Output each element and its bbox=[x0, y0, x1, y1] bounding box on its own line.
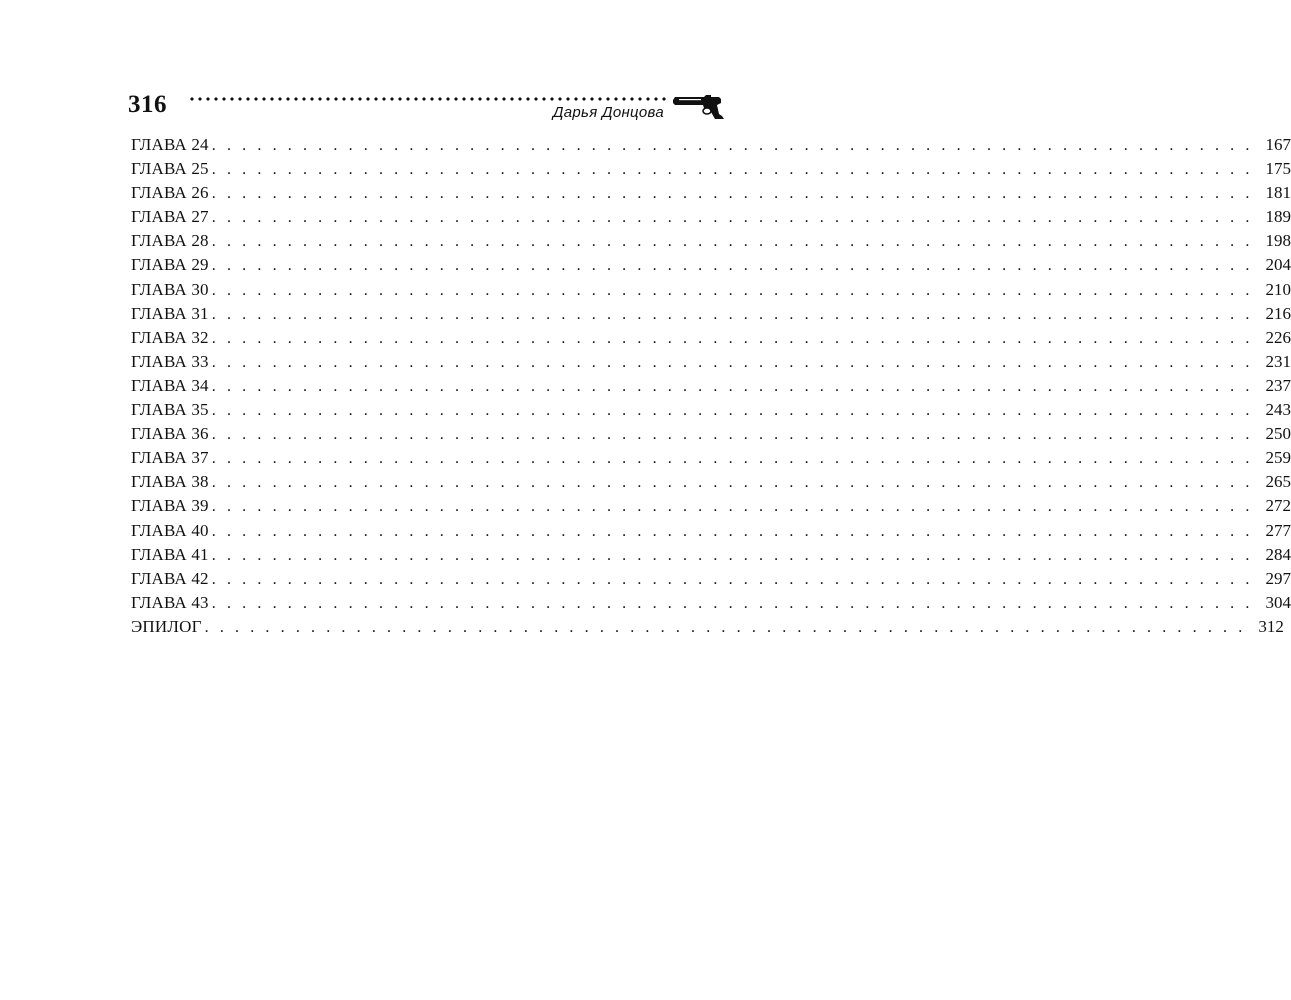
toc-dot-leader: . . . . . . . . . . . . . . . . . . . . . . . . . . . . . . . . . . . . . . . . . . . . . . . . . . . . . . . . . . . . . . . . . . . . . bbox=[211, 209, 1253, 227]
toc-entry-page-number: 304 bbox=[1265, 592, 1291, 612]
toc-entry bbox=[131, 615, 1284, 639]
toc-entry-title: ГЛАВА 29 bbox=[131, 255, 209, 275]
toc-entry bbox=[131, 374, 1291, 398]
toc-entry-title: ГЛАВА 30 bbox=[131, 279, 209, 299]
toc-entry bbox=[131, 302, 1291, 326]
toc-entry-page-number: 265 bbox=[1265, 472, 1291, 492]
toc-dot-leader: . . . . . . . . . . . . . . . . . . . . . . . . . . . . . . . . . . . . . . . . . . . . . . . . . . . . . . . . . . . . . . . . . . . . . bbox=[211, 161, 1253, 179]
toc-entry-page-number: 284 bbox=[1265, 544, 1291, 564]
toc-dot-leader: . . . . . . . . . . . . . . . . . . . . . . . . . . . . . . . . . . . . . . . . . . . . . . . . . . . . . . . . . . . . . . . . . . . . . bbox=[211, 474, 1253, 492]
toc-entry-title: ГЛАВА 41 bbox=[131, 544, 209, 564]
toc-dot-leader: . . . . . . . . . . . . . . . . . . . . . . . . . . . . . . . . . . . . . . . . . . . . . . . . . . . . . . . . . . . . . . . . . . . . . bbox=[211, 594, 1253, 612]
toc-entry bbox=[131, 229, 1291, 253]
toc-entry-page-number: 231 bbox=[1265, 351, 1291, 371]
toc-entry bbox=[131, 133, 1291, 157]
toc-entry bbox=[131, 157, 1291, 181]
running-header bbox=[128, 88, 724, 128]
toc-entry-title: ГЛАВА 38 bbox=[131, 472, 209, 492]
toc-entry-page-number: 312 bbox=[1258, 616, 1284, 636]
toc-dot-leader: . . . . . . . . . . . . . . . . . . . . . . . . . . . . . . . . . . . . . . . . . . . . . . . . . . . . . . . . . . . . . . . . . . . . . bbox=[211, 377, 1253, 395]
toc-entry-title: ГЛАВА 35 bbox=[131, 400, 209, 420]
toc-entry-page-number: 189 bbox=[1265, 207, 1291, 227]
toc-entry bbox=[131, 519, 1291, 543]
toc-entry-title: ГЛАВА 33 bbox=[131, 351, 209, 371]
toc-entry bbox=[131, 326, 1291, 350]
toc-entry-title: ГЛАВА 32 bbox=[131, 327, 209, 347]
toc-entry-page-number: 198 bbox=[1265, 231, 1291, 251]
toc-entry-page-number: 237 bbox=[1265, 375, 1291, 395]
toc-entry-title: ГЛАВА 42 bbox=[131, 568, 209, 588]
toc-entry-title: ГЛАВА 39 bbox=[131, 496, 209, 516]
toc-entry-page-number: 297 bbox=[1265, 568, 1291, 588]
toc-entry-page-number: 259 bbox=[1265, 448, 1291, 468]
toc-entry bbox=[131, 422, 1291, 446]
toc-entry-title: ГЛАВА 27 bbox=[131, 207, 209, 227]
toc-entry-title: ГЛАВА 36 bbox=[131, 424, 209, 444]
toc-dot-leader: . . . . . . . . . . . . . . . . . . . . . . . . . . . . . . . . . . . . . . . . . . . . . . . . . . . . . . . . . . . . . . . . . . . . . bbox=[211, 185, 1253, 203]
toc-entry-title: ЭПИЛОГ bbox=[131, 616, 202, 636]
toc-entry bbox=[131, 543, 1291, 567]
toc-dot-leader: . . . . . . . . . . . . . . . . . . . . . . . . . . . . . . . . . . . . . . . . . . . . . . . . . . . . . . . . . . . . . . . . . . . . . bbox=[211, 329, 1253, 347]
revolver-icon bbox=[673, 94, 725, 120]
toc-entry bbox=[131, 181, 1291, 205]
toc-entry-page-number: 210 bbox=[1265, 279, 1291, 299]
toc-entry-title: ГЛАВА 25 bbox=[131, 159, 209, 179]
toc-entry-page-number: 272 bbox=[1265, 496, 1291, 516]
toc-entry bbox=[131, 253, 1291, 277]
toc-dot-leader: . . . . . . . . . . . . . . . . . . . . . . . . . . . . . . . . . . . . . . . . . . . . . . . . . . . . . . . . . . . . . . . . . . . . . bbox=[204, 618, 1246, 636]
toc-dot-leader: . . . . . . . . . . . . . . . . . . . . . . . . . . . . . . . . . . . . . . . . . . . . . . . . . . . . . . . . . . . . . . . . . . . . . bbox=[211, 498, 1253, 516]
author-name: Дарья Донцова bbox=[552, 104, 664, 121]
toc-dot-leader: . . . . . . . . . . . . . . . . . . . . . . . . . . . . . . . . . . . . . . . . . . . . . . . . . . . . . . . . . . . . . . . . . . . . . bbox=[211, 426, 1253, 444]
toc-entry bbox=[131, 446, 1291, 470]
toc-entry-title: ГЛАВА 37 bbox=[131, 448, 209, 468]
toc-dot-leader: . . . . . . . . . . . . . . . . . . . . . . . . . . . . . . . . . . . . . . . . . . . . . . . . . . . . . . . . . . . . . . . . . . . . . bbox=[211, 570, 1253, 588]
toc-entry-page-number: 250 bbox=[1265, 424, 1291, 444]
toc-entry-title: ГЛАВА 43 bbox=[131, 592, 209, 612]
toc-dot-leader: . . . . . . . . . . . . . . . . . . . . . . . . . . . . . . . . . . . . . . . . . . . . . . . . . . . . . . . . . . . . . . . . . . . . . bbox=[211, 233, 1253, 251]
toc-entry bbox=[131, 350, 1291, 374]
toc-dot-leader: . . . . . . . . . . . . . . . . . . . . . . . . . . . . . . . . . . . . . . . . . . . . . . . . . . . . . . . . . . . . . . . . . . . . . bbox=[211, 546, 1253, 564]
toc-entry bbox=[131, 205, 1291, 229]
toc-entry bbox=[131, 567, 1291, 591]
toc-dot-leader: . . . . . . . . . . . . . . . . . . . . . . . . . . . . . . . . . . . . . . . . . . . . . . . . . . . . . . . . . . . . . . . . . . . . . bbox=[211, 522, 1253, 540]
toc-dot-leader: . . . . . . . . . . . . . . . . . . . . . . . . . . . . . . . . . . . . . . . . . . . . . . . . . . . . . . . . . . . . . . . . . . . . . bbox=[211, 281, 1253, 299]
toc-entry-title: ГЛАВА 26 bbox=[131, 183, 209, 203]
toc-dot-leader: . . . . . . . . . . . . . . . . . . . . . . . . . . . . . . . . . . . . . . . . . . . . . . . . . . . . . . . . . . . . . . . . . . . . . bbox=[211, 137, 1253, 154]
toc-dot-leader: . . . . . . . . . . . . . . . . . . . . . . . . . . . . . . . . . . . . . . . . . . . . . . . . . . . . . . . . . . . . . . . . . . . . . bbox=[211, 305, 1253, 323]
toc-entry-title: ГЛАВА 28 bbox=[131, 231, 209, 251]
toc-entry-page-number: 277 bbox=[1265, 520, 1291, 540]
toc-entry-page-number: 204 bbox=[1265, 255, 1291, 275]
page-number: 316 bbox=[128, 91, 167, 118]
toc-entry-page-number: 181 bbox=[1265, 183, 1291, 203]
toc-entry-page-number: 226 bbox=[1265, 327, 1291, 347]
table-of-contents bbox=[131, 133, 1291, 639]
toc-entry bbox=[131, 278, 1291, 302]
toc-dot-leader: . . . . . . . . . . . . . . . . . . . . . . . . . . . . . . . . . . . . . . . . . . . . . . . . . . . . . . . . . . . . . . . . . . . . . bbox=[211, 353, 1253, 371]
header-dotted-rule bbox=[188, 97, 666, 101]
toc-dot-leader: . . . . . . . . . . . . . . . . . . . . . . . . . . . . . . . . . . . . . . . . . . . . . . . . . . . . . . . . . . . . . . . . . . . . . bbox=[211, 257, 1253, 275]
toc-entry bbox=[131, 470, 1291, 494]
toc-entry-title: ГЛАВА 34 bbox=[131, 375, 209, 395]
toc-entry-page-number: 216 bbox=[1265, 303, 1291, 323]
toc-entry-title: ГЛАВА 24 bbox=[131, 135, 209, 154]
toc-entry-title: ГЛАВА 40 bbox=[131, 520, 209, 540]
toc-entry-page-number: 167 bbox=[1265, 135, 1291, 154]
toc-dot-leader: . . . . . . . . . . . . . . . . . . . . . . . . . . . . . . . . . . . . . . . . . . . . . . . . . . . . . . . . . . . . . . . . . . . . . bbox=[211, 402, 1253, 420]
toc-entry bbox=[131, 398, 1291, 422]
toc-entry-page-number: 243 bbox=[1265, 400, 1291, 420]
toc-dot-leader: . . . . . . . . . . . . . . . . . . . . . . . . . . . . . . . . . . . . . . . . . . . . . . . . . . . . . . . . . . . . . . . . . . . . . bbox=[211, 450, 1253, 468]
toc-entry bbox=[131, 494, 1291, 518]
toc-entry bbox=[131, 591, 1291, 615]
toc-entry-title: ГЛАВА 31 bbox=[131, 303, 209, 323]
toc-entry-page-number: 175 bbox=[1265, 159, 1291, 179]
